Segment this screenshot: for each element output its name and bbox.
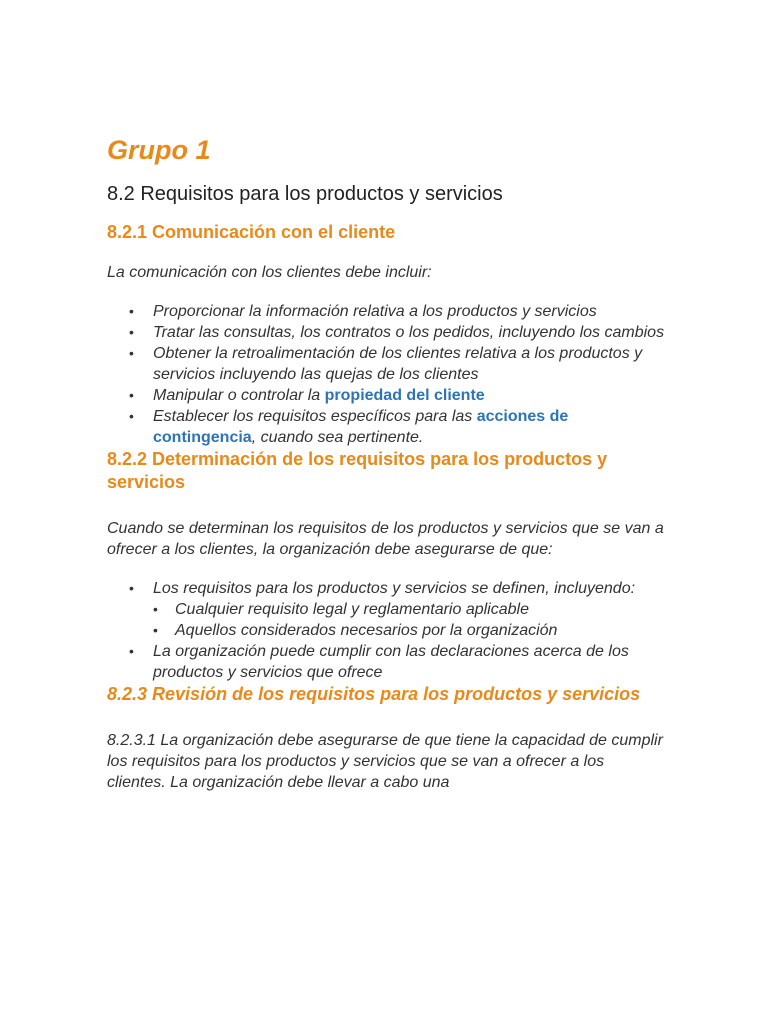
nested-bullet-list (153, 599, 667, 641)
list-item-text: Establecer los requisitos específicos para las (153, 408, 477, 425)
propiedad-del-cliente-link[interactable]: propiedad del cliente (324, 387, 485, 404)
list-item: • Tratar las consultas, los contratos o los pedidos, incluyendo los cambios (107, 322, 667, 343)
nested-list-item: • Aquellos considerados necesarios por la organización (153, 620, 667, 641)
paragraph-8231: 8.2.3.1 La organización debe asegurarse de que tiene la capacidad de cumplir los requisitos para los productos y servicios que se van a ofrecer a los clientes. La organización debe llevar a cabo una (107, 732, 663, 791)
list-item-text: Los requisitos para los productos y servicios se definen, incluyendo: (153, 580, 636, 597)
acciones-de-contingencia-link[interactable]: acciones de contingencia (153, 408, 569, 446)
list-item-text: Manipular o controlar la (153, 387, 325, 404)
subsection-heading-823: 8.2.3 Revisión de los requisitos para los productos y servicios (107, 684, 641, 704)
page-title: Grupo 1 (107, 135, 211, 165)
list-item-text-suffix: , cuando sea pertinente. (251, 429, 424, 446)
bullet-list-821 (107, 301, 667, 448)
subsection-heading-822: 8.2.2 Determinación de los requisitos para los productos y servicios (107, 449, 608, 492)
list-item (107, 385, 667, 406)
list-item (107, 406, 667, 448)
list-item: • La organización puede cumplir con las declaraciones acerca de los productos y servicios que ofrece (107, 641, 667, 683)
nested-list-item: • Cualquier requisito legal y reglamentario aplicable (153, 599, 667, 620)
list-item: • Proporcionar la información relativa a los productos y servicios (107, 301, 667, 322)
list-item: • Obtener la retroalimentación de los clientes relativa a los productos y servicios incluyendo las quejas de los clientes (107, 343, 667, 385)
subsection-heading-821: 8.2.1 Comunicación con el cliente (107, 222, 396, 242)
document-content (107, 133, 667, 793)
section-heading: 8.2 Requisitos para los productos y servicios (107, 183, 503, 205)
bullet-list-822 (107, 578, 667, 683)
list-item (107, 578, 667, 641)
intro-paragraph-822: Cuando se determinan los requisitos de los productos y servicios que se van a ofrecer a los clientes, la organización debe asegurarse de que: (107, 520, 664, 558)
intro-paragraph-821: La comunicación con los clientes debe incluir: (107, 264, 432, 281)
